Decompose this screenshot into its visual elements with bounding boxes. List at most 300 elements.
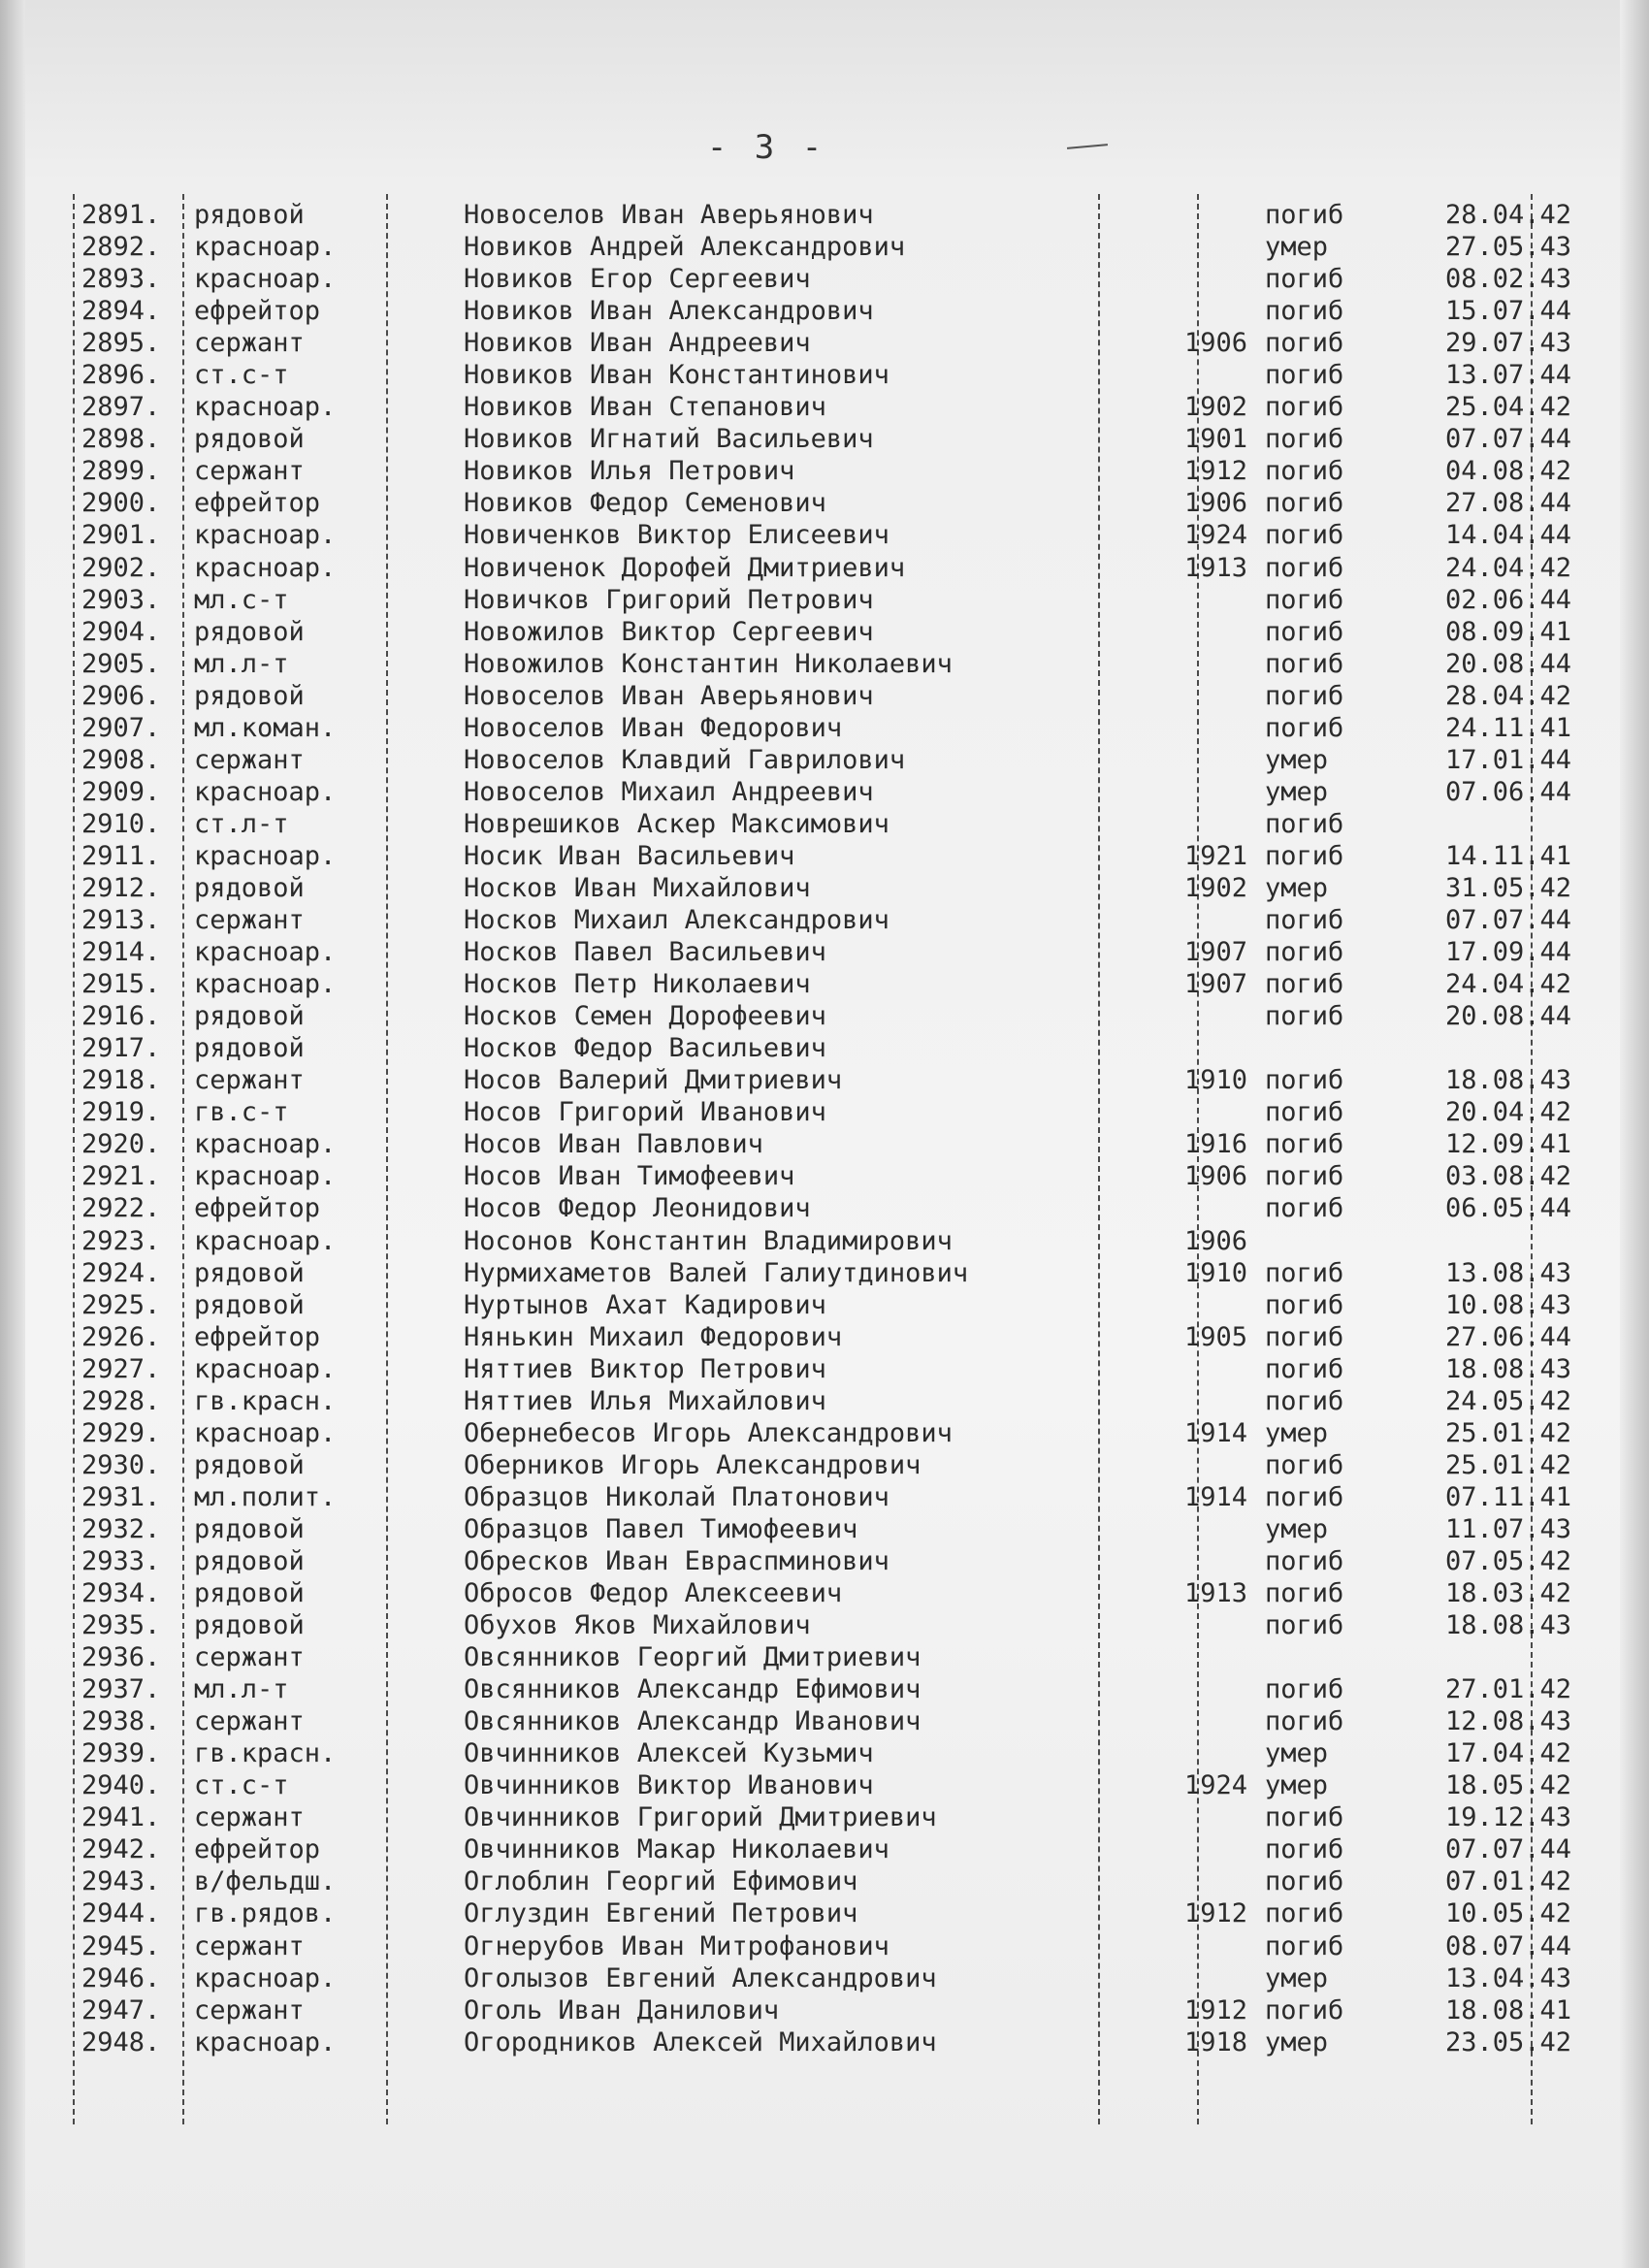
row-name: Обросов Федор Алексеевич <box>464 1578 843 1609</box>
table-row <box>66 2026 1571 2058</box>
row-date: 07.06.44 <box>1444 776 1571 807</box>
table-row <box>66 1930 1571 1962</box>
row-birth-year: 1902 <box>1183 392 1247 423</box>
row-status: погиб <box>1265 937 1344 968</box>
row-date: 28.04.42 <box>1444 680 1571 711</box>
row-name: Носонов Константин Владимирович <box>464 1225 953 1256</box>
row-name: Носков Павел Васильевич <box>464 937 826 968</box>
table-row <box>66 936 1571 968</box>
row-date: 10.08.43 <box>1444 1289 1571 1320</box>
row-number: 2944. <box>81 1898 161 1929</box>
row-status: умер <box>1265 872 1329 903</box>
table-row <box>66 519 1571 551</box>
row-status: погиб <box>1265 1674 1344 1705</box>
row-number: 2913. <box>81 905 161 936</box>
row-birth-year: 1906 <box>1183 1225 1247 1256</box>
table-row <box>66 1257 1571 1289</box>
row-date: 13.08.43 <box>1444 1257 1571 1288</box>
table-row <box>66 1481 1571 1513</box>
row-number: 2912. <box>81 872 161 903</box>
row-status: погиб <box>1265 328 1344 359</box>
row-name: Носов Валерий Дмитриевич <box>464 1065 843 1096</box>
row-name: Носов Григорий Иванович <box>464 1097 826 1128</box>
row-rank: сержант <box>194 456 305 487</box>
row-number: 2937. <box>81 1674 161 1705</box>
row-number: 2923. <box>81 1225 161 1256</box>
table-row <box>66 1385 1571 1417</box>
row-name: Овсянников Александр Иванович <box>464 1706 922 1737</box>
row-status: погиб <box>1265 1994 1344 2025</box>
row-number: 2899. <box>81 456 161 487</box>
table-row <box>66 872 1571 904</box>
row-status: погиб <box>1265 360 1344 391</box>
row-date: 11.07.43 <box>1444 1513 1571 1544</box>
row-rank: рядовой <box>194 1545 305 1576</box>
row-name: Обухов Яков Михайлович <box>464 1610 811 1641</box>
row-status: погиб <box>1265 1866 1344 1897</box>
row-rank: ст.с-т <box>194 1770 289 1801</box>
row-name: Няттиев Илья Михайлович <box>464 1385 826 1416</box>
row-status: умер <box>1265 1962 1329 1993</box>
row-rank: сержант <box>194 1706 305 1737</box>
row-date: 27.06.44 <box>1444 1321 1571 1352</box>
table-row <box>66 648 1571 680</box>
row-rank: красноар. <box>194 264 337 295</box>
roster-table <box>66 199 1571 2058</box>
row-rank: красноар. <box>194 1129 337 1160</box>
row-number: 2920. <box>81 1129 161 1160</box>
table-row <box>66 455 1571 487</box>
table-row <box>66 1160 1571 1192</box>
row-rank: гв.с-т <box>194 1097 289 1128</box>
table-row <box>66 1577 1571 1609</box>
table-row <box>66 904 1571 936</box>
row-status: погиб <box>1265 1610 1344 1641</box>
row-status: умер <box>1265 776 1329 807</box>
row-status: погиб <box>1265 456 1344 487</box>
row-rank: красноар. <box>194 1225 337 1256</box>
table-row <box>66 584 1571 616</box>
row-name: Нуртынов Ахат Кадирович <box>464 1289 826 1320</box>
row-name: Новожилов Константин Николаевич <box>464 648 953 679</box>
row-status: погиб <box>1265 520 1344 551</box>
row-number: 2948. <box>81 2026 161 2057</box>
row-number: 2892. <box>81 232 161 263</box>
table-row <box>66 1705 1571 1737</box>
row-number: 2943. <box>81 1866 161 1897</box>
row-date: 17.09.44 <box>1444 937 1571 968</box>
row-number: 2908. <box>81 744 161 775</box>
row-date: 24.11.41 <box>1444 712 1571 743</box>
row-number: 2891. <box>81 200 161 230</box>
row-name: Носков Петр Николаевич <box>464 969 811 1000</box>
row-name: Новиков Федор Семенович <box>464 488 826 519</box>
row-number: 2914. <box>81 937 161 968</box>
row-date: 18.03.42 <box>1444 1578 1571 1609</box>
row-birth-year: 1907 <box>1183 937 1247 968</box>
row-birth-year: 1906 <box>1183 1161 1247 1192</box>
row-birth-year: 1914 <box>1183 1481 1247 1512</box>
row-name: Новоселов Иван Аверьянович <box>464 200 874 230</box>
row-rank: рядовой <box>194 1257 305 1288</box>
row-status: погиб <box>1265 1578 1344 1609</box>
row-date: 06.05.44 <box>1444 1193 1571 1224</box>
row-number: 2911. <box>81 840 161 871</box>
row-name: Оголь Иван Данилович <box>464 1994 780 2025</box>
row-number: 2933. <box>81 1545 161 1576</box>
row-name: Оберников Игорь Александрович <box>464 1449 922 1480</box>
row-status: погиб <box>1265 1802 1344 1833</box>
table-row <box>66 295 1571 327</box>
row-date: 24.04.42 <box>1444 552 1571 583</box>
table-row <box>66 1609 1571 1641</box>
row-date: 07.07.44 <box>1444 1834 1571 1865</box>
row-date: 18.08.43 <box>1444 1065 1571 1096</box>
table-row <box>66 1673 1571 1705</box>
row-number: 2932. <box>81 1513 161 1544</box>
row-status: погиб <box>1265 1834 1344 1865</box>
row-date: 19.12.43 <box>1444 1802 1571 1833</box>
row-status: погиб <box>1265 905 1344 936</box>
row-status: погиб <box>1265 808 1344 839</box>
row-name: Новоселов Иван Аверьянович <box>464 680 874 711</box>
row-name: Обресков Иван Евраспминович <box>464 1545 889 1576</box>
row-name: Новиченков Виктор Елисеевич <box>464 520 889 551</box>
row-status: погиб <box>1265 1129 1344 1160</box>
row-rank: мл.с-т <box>194 584 289 615</box>
table-row <box>66 1962 1571 1994</box>
row-status: умер <box>1265 2026 1329 2057</box>
row-rank: красноар. <box>194 840 337 871</box>
row-status: погиб <box>1265 552 1344 583</box>
table-row <box>66 423 1571 455</box>
row-name: Носков Михаил Александрович <box>464 905 889 936</box>
row-date: 17.01.44 <box>1444 744 1571 775</box>
row-status: погиб <box>1265 1001 1344 1032</box>
row-number: 2930. <box>81 1449 161 1480</box>
table-row <box>66 1000 1571 1032</box>
row-rank: рядовой <box>194 1513 305 1544</box>
row-birth-year: 1921 <box>1183 840 1247 871</box>
table-row <box>66 1737 1571 1769</box>
row-name: Новиков Иван Константинович <box>464 360 889 391</box>
table-row <box>66 1321 1571 1353</box>
row-birth-year: 1924 <box>1183 1770 1247 1801</box>
row-rank: мл.л-т <box>194 648 289 679</box>
table-row <box>66 616 1571 648</box>
row-birth-year: 1913 <box>1183 1578 1247 1609</box>
row-name: Няттиев Виктор Петрович <box>464 1353 826 1384</box>
row-number: 2907. <box>81 712 161 743</box>
table-row <box>66 1225 1540 1257</box>
row-date: 13.07.44 <box>1444 360 1571 391</box>
table-row <box>66 1865 1571 1897</box>
row-name: Образцов Николай Платонович <box>464 1481 889 1512</box>
row-status: погиб <box>1265 1321 1344 1352</box>
row-status: умер <box>1265 1770 1329 1801</box>
table-row <box>66 1128 1571 1160</box>
scan-edge-right <box>1620 0 1649 2268</box>
row-status: погиб <box>1265 1898 1344 1929</box>
row-rank: ефрейтор <box>194 296 321 327</box>
table-row <box>66 1513 1571 1545</box>
row-status: погиб <box>1265 1353 1344 1384</box>
row-rank: красноар. <box>194 1962 337 1993</box>
row-number: 2941. <box>81 1802 161 1833</box>
row-date: 02.06.44 <box>1444 584 1571 615</box>
row-date: 24.04.42 <box>1444 969 1571 1000</box>
row-status: погиб <box>1265 680 1344 711</box>
row-status: погиб <box>1265 1257 1344 1288</box>
row-rank: ст.с-т <box>194 360 289 391</box>
row-name: Новоселов Иван Федорович <box>464 712 843 743</box>
row-rank: сержант <box>194 905 305 936</box>
table-row <box>66 487 1571 519</box>
row-status: погиб <box>1265 392 1344 423</box>
row-date: 20.08.44 <box>1444 648 1571 679</box>
row-status: погиб <box>1265 200 1344 230</box>
table-row <box>66 744 1571 776</box>
table-row <box>66 1641 1540 1673</box>
row-status: погиб <box>1265 1706 1344 1737</box>
row-rank: мл.полит. <box>194 1481 337 1512</box>
row-number: 2906. <box>81 680 161 711</box>
row-status: умер <box>1265 232 1329 263</box>
table-row <box>66 1289 1571 1321</box>
row-number: 2940. <box>81 1770 161 1801</box>
row-name: Овсянников Александр Ефимович <box>464 1674 922 1705</box>
row-date: 25.01.42 <box>1444 1449 1571 1480</box>
row-rank: красноар. <box>194 776 337 807</box>
row-status: погиб <box>1265 264 1344 295</box>
row-rank: красноар. <box>194 392 337 423</box>
table-row <box>66 359 1571 391</box>
row-birth-year: 1907 <box>1183 969 1247 1000</box>
row-number: 2902. <box>81 552 161 583</box>
row-name: Новиков Егор Сергеевич <box>464 264 811 295</box>
table-row <box>66 1192 1571 1224</box>
row-status: умер <box>1265 744 1329 775</box>
row-date: 20.04.42 <box>1444 1097 1571 1128</box>
row-name: Носов Иван Павлович <box>464 1129 763 1160</box>
row-rank: в/фельдш. <box>194 1866 337 1897</box>
row-date: 08.02.43 <box>1444 264 1571 295</box>
table-row <box>66 1801 1571 1833</box>
table-row <box>66 1064 1571 1096</box>
row-date: 14.04.44 <box>1444 520 1571 551</box>
row-rank: рядовой <box>194 616 305 647</box>
row-rank: рядовой <box>194 1449 305 1480</box>
row-rank: красноар. <box>194 969 337 1000</box>
row-name: Новиков Илья Петрович <box>464 456 795 487</box>
row-date: 18.08.41 <box>1444 1994 1571 2025</box>
row-birth-year: 1913 <box>1183 552 1247 583</box>
row-date: 08.07.44 <box>1444 1930 1571 1961</box>
row-number: 2936. <box>81 1642 161 1673</box>
table-row <box>66 1545 1571 1577</box>
row-name: Новиков Андрей Александрович <box>464 232 906 263</box>
row-status: погиб <box>1265 1449 1344 1480</box>
row-number: 2904. <box>81 616 161 647</box>
row-number: 2895. <box>81 328 161 359</box>
row-name: Образцов Павел Тимофеевич <box>464 1513 858 1544</box>
table-row <box>66 712 1571 744</box>
row-name: Овчинников Макар Николаевич <box>464 1834 889 1865</box>
row-number: 2935. <box>81 1610 161 1641</box>
row-date: 18.05.42 <box>1444 1770 1571 1801</box>
row-number: 2939. <box>81 1738 161 1769</box>
row-status: умер <box>1265 1417 1329 1448</box>
row-date: 27.08.44 <box>1444 488 1571 519</box>
row-date: 07.11.41 <box>1444 1481 1571 1512</box>
row-number: 2897. <box>81 392 161 423</box>
row-date: 29.07.43 <box>1444 328 1571 359</box>
row-name: Овчинников Григорий Дмитриевич <box>464 1802 937 1833</box>
row-rank: рядовой <box>194 1578 305 1609</box>
row-status: погиб <box>1265 1930 1344 1961</box>
row-number: 2916. <box>81 1001 161 1032</box>
row-date: 07.05.42 <box>1444 1545 1571 1576</box>
row-birth-year: 1912 <box>1183 456 1247 487</box>
row-date: 12.08.43 <box>1444 1706 1571 1737</box>
row-status: погиб <box>1265 1481 1344 1512</box>
row-name: Новичков Григорий Петрович <box>464 584 874 615</box>
row-rank: ефрейтор <box>194 1193 321 1224</box>
row-birth-year: 1906 <box>1183 328 1247 359</box>
row-rank: рядовой <box>194 1289 305 1320</box>
row-rank: красноар. <box>194 2026 337 2057</box>
row-birth-year: 1924 <box>1183 520 1247 551</box>
row-name: Новиченок Дорофей Дмитриевич <box>464 552 906 583</box>
row-status: погиб <box>1265 1161 1344 1192</box>
row-number: 2945. <box>81 1930 161 1961</box>
row-rank: ст.л-т <box>194 808 289 839</box>
row-rank: ефрейтор <box>194 488 321 519</box>
table-row <box>66 808 1540 840</box>
row-date: 15.07.44 <box>1444 296 1571 327</box>
row-number: 2898. <box>81 424 161 455</box>
row-rank: рядовой <box>194 872 305 903</box>
row-status: погиб <box>1265 488 1344 519</box>
row-number: 2893. <box>81 264 161 295</box>
row-number: 2900. <box>81 488 161 519</box>
row-birth-year: 1916 <box>1183 1129 1247 1160</box>
row-number: 2921. <box>81 1161 161 1192</box>
row-name: Носов Федор Леонидович <box>464 1193 811 1224</box>
row-rank: красноар. <box>194 552 337 583</box>
table-row <box>66 840 1571 872</box>
row-status: погиб <box>1265 1545 1344 1576</box>
row-number: 2929. <box>81 1417 161 1448</box>
table-row <box>66 1833 1571 1865</box>
row-birth-year: 1901 <box>1183 424 1247 455</box>
row-number: 2896. <box>81 360 161 391</box>
row-date: 07.07.44 <box>1444 905 1571 936</box>
row-status: погиб <box>1265 424 1344 455</box>
row-date: 18.08.43 <box>1444 1353 1571 1384</box>
row-status: умер <box>1265 1513 1329 1544</box>
row-status: погиб <box>1265 712 1344 743</box>
table-row <box>66 263 1571 295</box>
table-row <box>66 1897 1571 1929</box>
row-name: Носик Иван Васильевич <box>464 840 795 871</box>
row-date: 10.05.42 <box>1444 1898 1571 1929</box>
row-date: 20.08.44 <box>1444 1001 1571 1032</box>
row-status: погиб <box>1265 969 1344 1000</box>
row-number: 2910. <box>81 808 161 839</box>
row-date: 27.05.43 <box>1444 232 1571 263</box>
row-number: 2926. <box>81 1321 161 1352</box>
row-number: 2946. <box>81 1962 161 1993</box>
row-date: 24.05.42 <box>1444 1385 1571 1416</box>
table-row <box>66 231 1571 263</box>
row-name: Оголызов Евгений Александрович <box>464 1962 937 1993</box>
page-number: - 3 - <box>706 128 826 167</box>
row-status: погиб <box>1265 1097 1344 1128</box>
row-number: 2934. <box>81 1578 161 1609</box>
row-date: 14.11.41 <box>1444 840 1571 871</box>
table-row <box>66 680 1571 712</box>
row-name: Нурмихаметов Валей Галиутдинович <box>464 1257 969 1288</box>
row-status: погиб <box>1265 1289 1344 1320</box>
row-name: Нянькин Михаил Федорович <box>464 1321 843 1352</box>
row-birth-year: 1910 <box>1183 1257 1247 1288</box>
row-number: 2925. <box>81 1289 161 1320</box>
row-rank: сержант <box>194 1994 305 2025</box>
row-rank: рядовой <box>194 200 305 230</box>
row-rank: сержант <box>194 744 305 775</box>
row-status: погиб <box>1265 616 1344 647</box>
row-name: Оглуздин Евгений Петрович <box>464 1898 858 1929</box>
row-number: 2905. <box>81 648 161 679</box>
row-rank: рядовой <box>194 1001 305 1032</box>
table-row <box>66 1353 1571 1385</box>
row-date: 25.04.42 <box>1444 392 1571 423</box>
table-row <box>66 776 1571 808</box>
row-date: 27.01.42 <box>1444 1674 1571 1705</box>
row-date: 07.01.42 <box>1444 1866 1571 1897</box>
row-rank: рядовой <box>194 680 305 711</box>
row-number: 2919. <box>81 1097 161 1128</box>
row-rank: гв.красн. <box>194 1385 337 1416</box>
row-date: 13.04.43 <box>1444 1962 1571 1993</box>
row-rank: гв.рядов. <box>194 1898 337 1929</box>
table-row <box>66 391 1571 423</box>
row-status: умер <box>1265 1738 1329 1769</box>
row-rank: гв.красн. <box>194 1738 337 1769</box>
row-name: Оглоблин Георгий Ефимович <box>464 1866 858 1897</box>
row-date: 25.01.42 <box>1444 1417 1571 1448</box>
row-name: Носков Федор Васильевич <box>464 1033 826 1064</box>
row-rank: красноар. <box>194 520 337 551</box>
row-rank: сержант <box>194 1802 305 1833</box>
table-row <box>66 552 1571 584</box>
row-number: 2894. <box>81 296 161 327</box>
row-name: Огородников Алексей Михайлович <box>464 2026 937 2057</box>
row-rank: рядовой <box>194 424 305 455</box>
row-birth-year: 1910 <box>1183 1065 1247 1096</box>
row-name: Новоселов Михаил Андреевич <box>464 776 874 807</box>
row-name: Огнерубов Иван Митрофанович <box>464 1930 889 1961</box>
row-name: Носков Семен Дорофеевич <box>464 1001 826 1032</box>
row-status: погиб <box>1265 648 1344 679</box>
row-number: 2947. <box>81 1994 161 2025</box>
row-rank: сержант <box>194 1065 305 1096</box>
row-number: 2915. <box>81 969 161 1000</box>
row-birth-year: 1902 <box>1183 872 1247 903</box>
row-birth-year: 1905 <box>1183 1321 1247 1352</box>
row-date: 31.05.42 <box>1444 872 1571 903</box>
